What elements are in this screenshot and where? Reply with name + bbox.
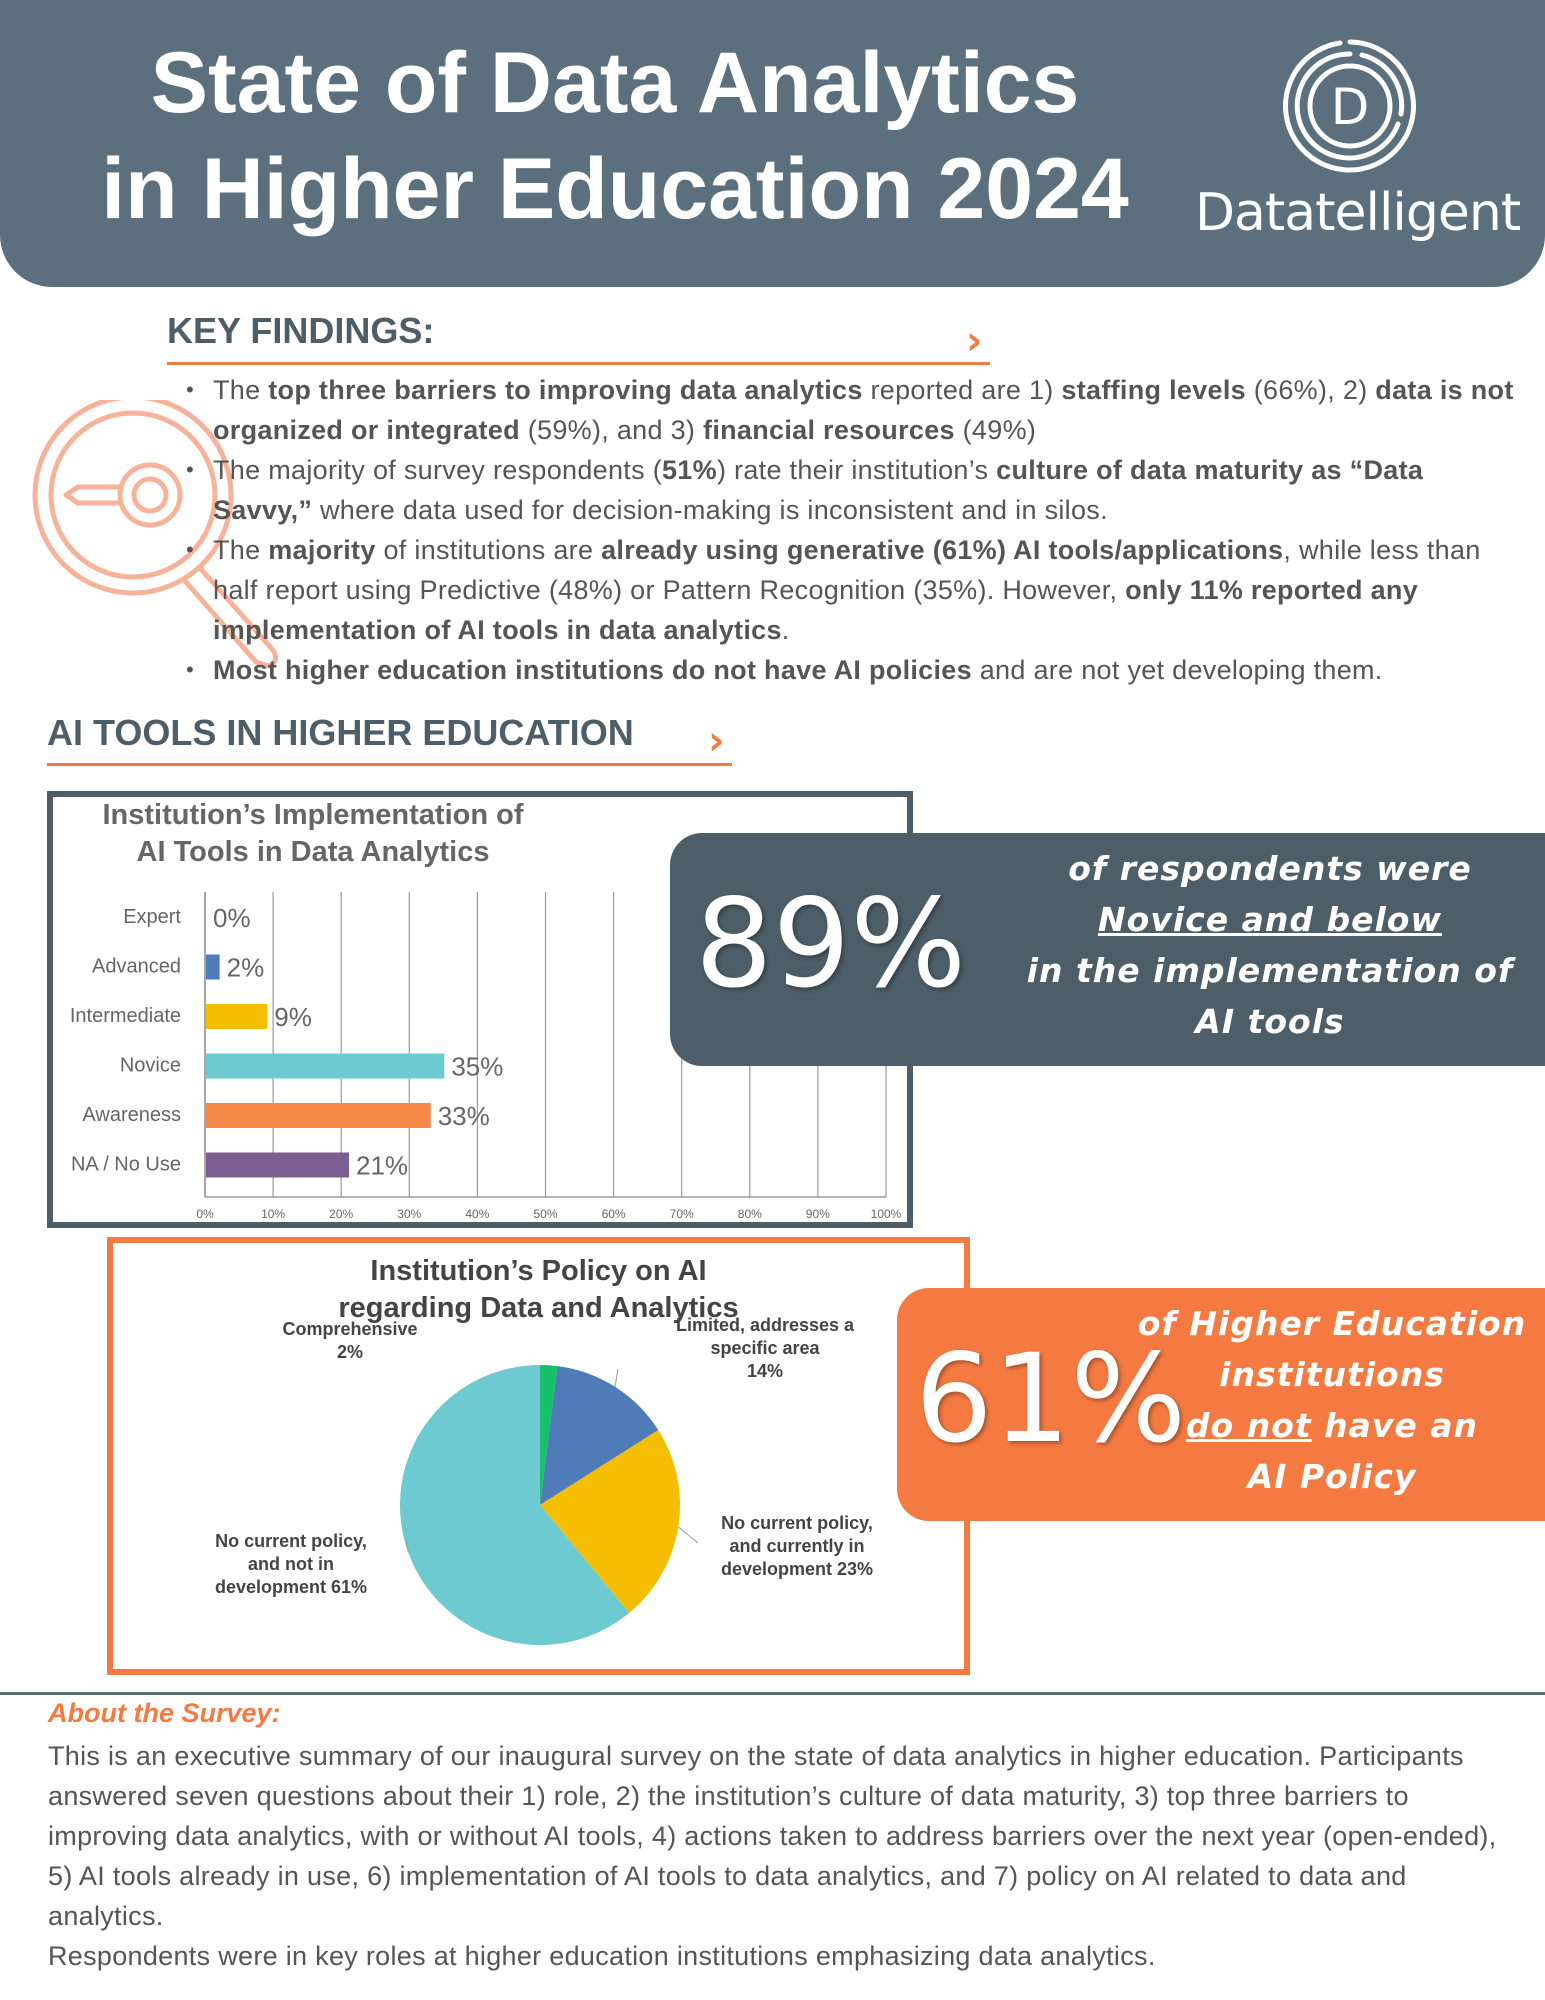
pie-label-line: Limited, addresses a	[675, 1315, 855, 1335]
pie-chart-plot	[113, 1243, 964, 1669]
pie-label-line: Comprehensive	[282, 1319, 418, 1339]
finding-text-run: only 11% reported any implementation of AI tools in data analytics	[213, 575, 1419, 645]
ai-tools-heading: AI TOOLS IN HIGHER EDUCATION	[47, 712, 634, 753]
logo-mark-icon	[1280, 36, 1420, 176]
finding-text-run: .	[781, 615, 790, 645]
novice-line-4: AI tools	[1195, 1002, 1345, 1041]
pie-leader-line	[615, 1369, 618, 1387]
bar-x-tick-label: 10%	[261, 1207, 286, 1221]
pie-label-line: No current policy,	[215, 1531, 367, 1551]
bar-title-line-1: Institution’s Implementation of	[102, 799, 524, 831]
bar	[206, 1153, 349, 1178]
novice-line-2: Novice and below	[1098, 900, 1442, 939]
pie-label-line: No current policy,	[721, 1513, 873, 1533]
finding-text-run: majority	[268, 535, 376, 565]
bar-x-tick-label: 50%	[533, 1207, 558, 1221]
pie-slice-label	[215, 1531, 367, 1597]
title-line-2: in Higher Education 2024	[101, 141, 1129, 237]
chevron-right-icon: ›	[708, 718, 725, 764]
bar-title-line-2: AI Tools in Data Analytics	[136, 836, 490, 868]
ai-tools-underline	[47, 763, 732, 766]
pie-label-line: 14%	[746, 1361, 784, 1381]
finding-item	[186, 370, 1516, 450]
finding-text-run: culture of data maturity as “Data Savvy,”	[213, 455, 1424, 525]
policy-stat-box	[897, 1288, 1545, 1521]
bar-value-label: 35%	[451, 1051, 504, 1082]
policy-underlined-text: do not	[1185, 1406, 1312, 1445]
finding-text-run: The	[213, 535, 269, 565]
bar-x-tick-label: 0%	[196, 1207, 214, 1221]
policy-stat-value: 61%	[915, 1328, 1187, 1470]
bar-category-label: NA / No Use	[70, 1153, 181, 1176]
bar-category-label: Advanced	[92, 955, 181, 978]
policy-line-3	[1186, 1406, 1478, 1445]
finding-text-run: (49%)	[954, 415, 1037, 445]
finding-item	[186, 530, 1516, 650]
finding-text-run: of institutions are	[375, 535, 602, 565]
about-survey-text	[48, 1736, 1518, 1976]
about-survey-heading: About the Survey:	[48, 1698, 281, 1728]
bar-value-label: 2%	[226, 952, 265, 983]
pie-title-line-1: Institution’s Policy on AI	[370, 1255, 707, 1287]
finding-item	[186, 450, 1516, 530]
pie-leader-line	[678, 1527, 698, 1543]
policy-line-2: institutions	[1219, 1355, 1445, 1394]
about-paragraph-2: Respondents were in key roles at higher education institutions emphasizing data analytics.	[48, 1941, 1156, 1971]
policy-stat-text	[1127, 1298, 1537, 1502]
logo-letter: D	[1330, 78, 1370, 136]
bar-x-tick-label: 100%	[870, 1207, 902, 1221]
pie-label-line: development 23%	[720, 1559, 874, 1579]
pie-title-line-2: regarding Data and Analytics	[338, 1292, 739, 1324]
bar	[206, 1004, 267, 1029]
bar-x-tick-label: 70%	[669, 1207, 694, 1221]
pie-slice-label	[282, 1319, 417, 1362]
finding-text-run: data is not organized or integrated	[213, 375, 1514, 445]
policy-pie-chart	[107, 1237, 970, 1675]
pie-slice-label	[721, 1513, 873, 1579]
pie-label-line: and not in	[248, 1554, 334, 1574]
bar	[206, 955, 220, 980]
bar-value-label: 9%	[274, 1002, 312, 1032]
policy-line-4: AI Policy	[1247, 1457, 1417, 1496]
bar-category-label: Novice	[119, 1054, 181, 1077]
bar-value-label: 0%	[213, 903, 251, 933]
pie-label-line: development 61%	[214, 1577, 368, 1597]
bar-category-label: Awareness	[82, 1104, 181, 1126]
bar-x-tick-label: 60%	[601, 1207, 626, 1221]
finding-text-run: reported are 1)	[862, 375, 1062, 405]
title-line-1: State of Data Analytics	[150, 35, 1080, 131]
novice-stat-text	[1000, 843, 1540, 1047]
datatelligent-logo	[1195, 28, 1521, 258]
finding-text-run: top three barriers to improving data analytics	[268, 375, 863, 405]
bar-category-label: Expert	[123, 906, 181, 928]
finding-text-run: where data used for decision-making is inconsistent and in silos.	[312, 495, 1108, 525]
finding-item	[186, 650, 1516, 690]
finding-text-run: Most higher education institutions do not have AI policies	[213, 655, 972, 685]
bar-x-tick-label: 20%	[329, 1207, 354, 1221]
novice-stat-box	[670, 833, 1545, 1066]
bar-x-tick-label: 80%	[737, 1207, 762, 1221]
about-paragraph-1: This is an executive summary of our inaugural survey on the state of data analytics in higher education. Participants answered seven questions about their 1) role, 2) the institution’s culture of data maturity, 3) top three barriers to improving data analytics, with or without AI tools, 4) actions taken to address barriers over the next year (open-ended), 5) AI tools already in use, 6) implementation of AI tools to data analytics, and 7) policy on AI related to data and analytics.	[48, 1741, 1497, 1931]
pie-slice-label	[676, 1315, 855, 1381]
finding-text-run: ) rate their institution’s	[716, 455, 997, 485]
finding-text-run: 51%	[661, 455, 717, 485]
novice-line-3: in the implementation of	[1026, 951, 1514, 990]
novice-stat-value: 89%	[695, 873, 967, 1015]
key-findings-heading: KEY FINDINGS:	[167, 310, 435, 351]
footer-divider	[0, 1692, 1545, 1695]
bar-x-tick-label: 90%	[805, 1207, 830, 1221]
bar	[206, 1103, 431, 1128]
pie-label-line: and currently in	[729, 1536, 865, 1556]
logo-wordmark: Datatelligent	[1195, 183, 1521, 243]
finding-text-run: (59%), and 3)	[519, 415, 704, 445]
header-banner	[0, 0, 1545, 287]
chevron-right-icon: ›	[966, 318, 983, 364]
finding-text-run: already using generative (61%) AI tools/applications	[601, 535, 1284, 565]
bar-value-label: 21%	[356, 1150, 409, 1181]
key-findings-underline	[167, 362, 990, 365]
finding-text-run: staffing levels	[1061, 375, 1246, 405]
novice-line-1: of respondents were	[1068, 849, 1472, 888]
bar-x-tick-label: 40%	[465, 1207, 490, 1221]
finding-text-run: The	[213, 375, 269, 405]
bar-category-label: Intermediate	[69, 1005, 181, 1027]
page-title	[40, 30, 1190, 242]
policy-line-rest: have an	[1311, 1406, 1479, 1445]
finding-text-run: financial resources	[703, 415, 955, 445]
finding-text-run: (66%), 2)	[1245, 375, 1376, 405]
pie-label-line: specific area	[710, 1338, 820, 1358]
bar-value-label: 33%	[437, 1101, 490, 1131]
finding-text-run: , while less than half report using Predictive (48%) or Pattern Recognition (35%). However,	[213, 535, 1481, 605]
bar-x-tick-label: 30%	[397, 1207, 422, 1221]
finding-text-run: and are not yet developing them.	[971, 655, 1383, 685]
finding-text-run: The majority of survey respondents (	[213, 455, 662, 485]
key-findings-list	[186, 370, 1516, 690]
bar	[206, 1054, 444, 1079]
policy-line-1: of Higher Education	[1137, 1304, 1527, 1343]
pie-label-line: 2%	[336, 1342, 364, 1362]
